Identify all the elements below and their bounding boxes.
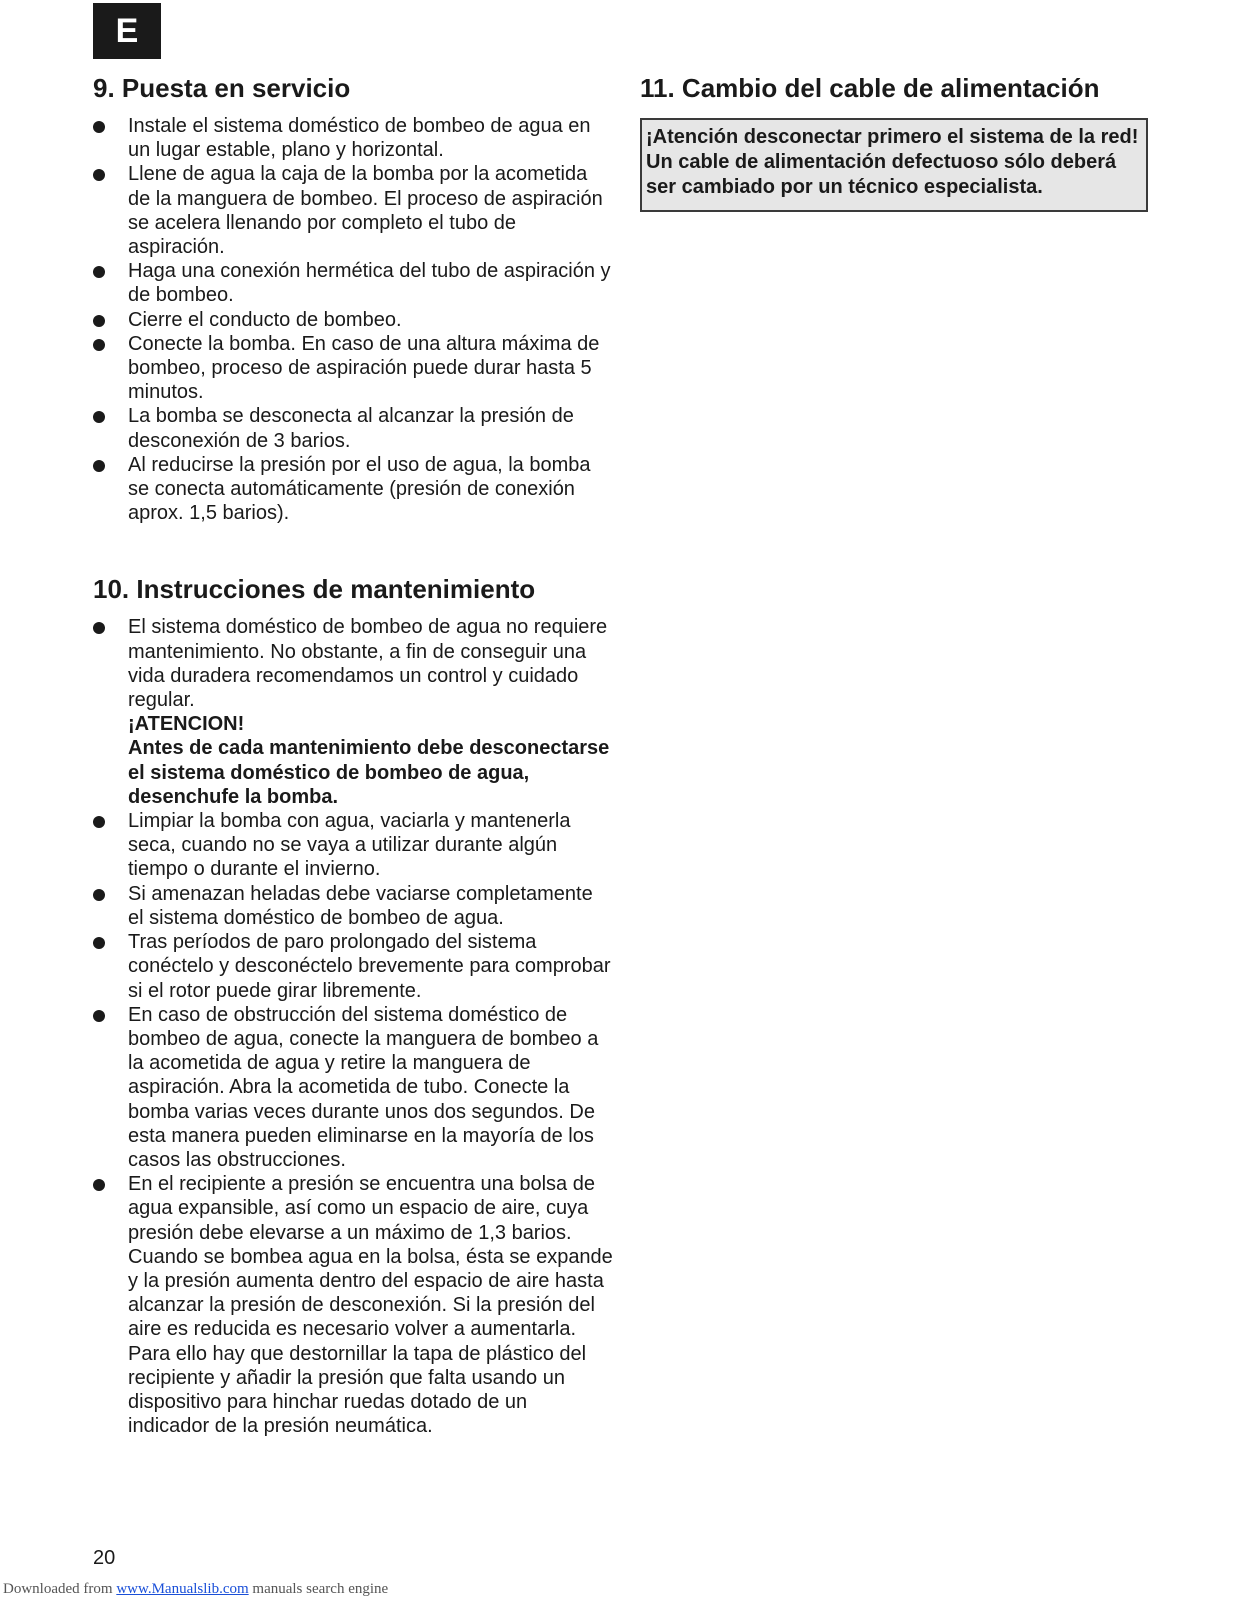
list-item [93,615,613,809]
list-item: Cierre el conducto de bombeo. [93,308,613,332]
list-item: La bomba se desconecta al alcanzar la presión de desconexión de 3 barios. [93,404,613,452]
list-item: Limpiar la bomba con agua, vaciarla y mantenerla seca, cuando no se vaya a utilizar durante algún tiempo o durante el invierno. [93,809,613,882]
footer-prefix: Downloaded from [3,1581,117,1597]
list-item: Al reducirse la presión por el uso de agua, la bomba se conecta automáticamente (presión de conexión aprox. 1,5 barios). [93,453,613,526]
list-item: Instale el sistema doméstico de bombeo de agua en un lugar estable, plano y horizontal. [93,114,613,162]
list-item: Haga una conexión hermética del tubo de aspiración y de bombeo. [93,259,613,307]
section-10-list [93,615,613,1438]
warning-box [640,118,1148,212]
section-9-list [93,114,613,525]
warning-text: Antes de cada mantenimiento debe desconectarse el sistema doméstico de bombeo de agua, desenchufe la bomba. [128,737,610,808]
section-9-title: 9. Puesta en servicio [93,73,351,103]
footer-suffix: manuals search engine [248,1581,389,1597]
section-10-title: 10. Instrucciones de mantenimiento [93,574,536,605]
list-item: En caso de obstrucción del sistema doméstico de bombeo de agua, conecte la manguera de bombeo a la acometida de agua y retire la manguera de aspiración. Abra la acometida de tubo. Conecte la bomba varias veces durante unos dos segundos. De esta manera pueden eliminarse en la mayoría de los casos las obstrucciones. [93,1003,613,1172]
list-item: En el recipiente a presión se encuentra una bolsa de agua expansible, así como un espacio de aire, cuya presión debe elevarse a un máximo de 1,3 barios. Cuando se bombea agua en la bolsa, ésta se expande y la presión aumenta dentro del espacio de aire hasta alcanzar la presión de desconexión. Si la presión del aire es reducida es necesario volver a aumentarla. Para ello hay que destornillar la tapa de plástico del recipiente y añadir la presión que falta usando un dispositivo para hinchar ruedas dotado de un indicador de la presión neumática. [93,1172,613,1438]
list-item: Si amenazan heladas debe vaciarse completamente el sistema doméstico de bombeo de agua. [93,882,613,930]
maintenance-intro-text: El sistema doméstico de bombeo de agua no requiere mantenimiento. No obstante, a fin de conseguir una vida duradera recomendamos un control y cuidado regular. [128,616,608,712]
section-9 [93,68,613,525]
warning-line-2: Un cable de alimentación defectuoso sólo deberá ser cambiado por un técnico especialista. [646,151,1117,198]
page-number: 20 [93,1547,116,1569]
section-10 [93,569,613,1438]
section-11-title: 11. Cambio del cable de alimentación [640,73,1100,103]
list-item: Tras períodos de paro prolongado del sistema conéctelo y desconéctelo brevemente para comprobar si el rotor puede girar libremente. [93,930,613,1003]
download-footer [3,1580,388,1598]
list-item: Conecte la bomba. En caso de una altura máxima de bombeo, proceso de aspiración puede durar hasta 5 minutos. [93,332,613,405]
right-column [640,68,1150,212]
list-item: Llene de agua la caja de la bomba por la acometida de la manguera de bombeo. El proceso de aspiración se acelera llenando por completo el tubo de aspiración. [93,162,613,259]
left-column [93,68,613,1438]
manualslib-link[interactable]: www.Manualslib.com [116,1581,249,1597]
warning-title: ¡ATENCION! [128,713,245,736]
warning-line-1: ¡Atención desconectar primero el sistema de la red! [646,126,1139,148]
section-11 [640,68,1150,212]
language-tab: E [93,3,161,59]
